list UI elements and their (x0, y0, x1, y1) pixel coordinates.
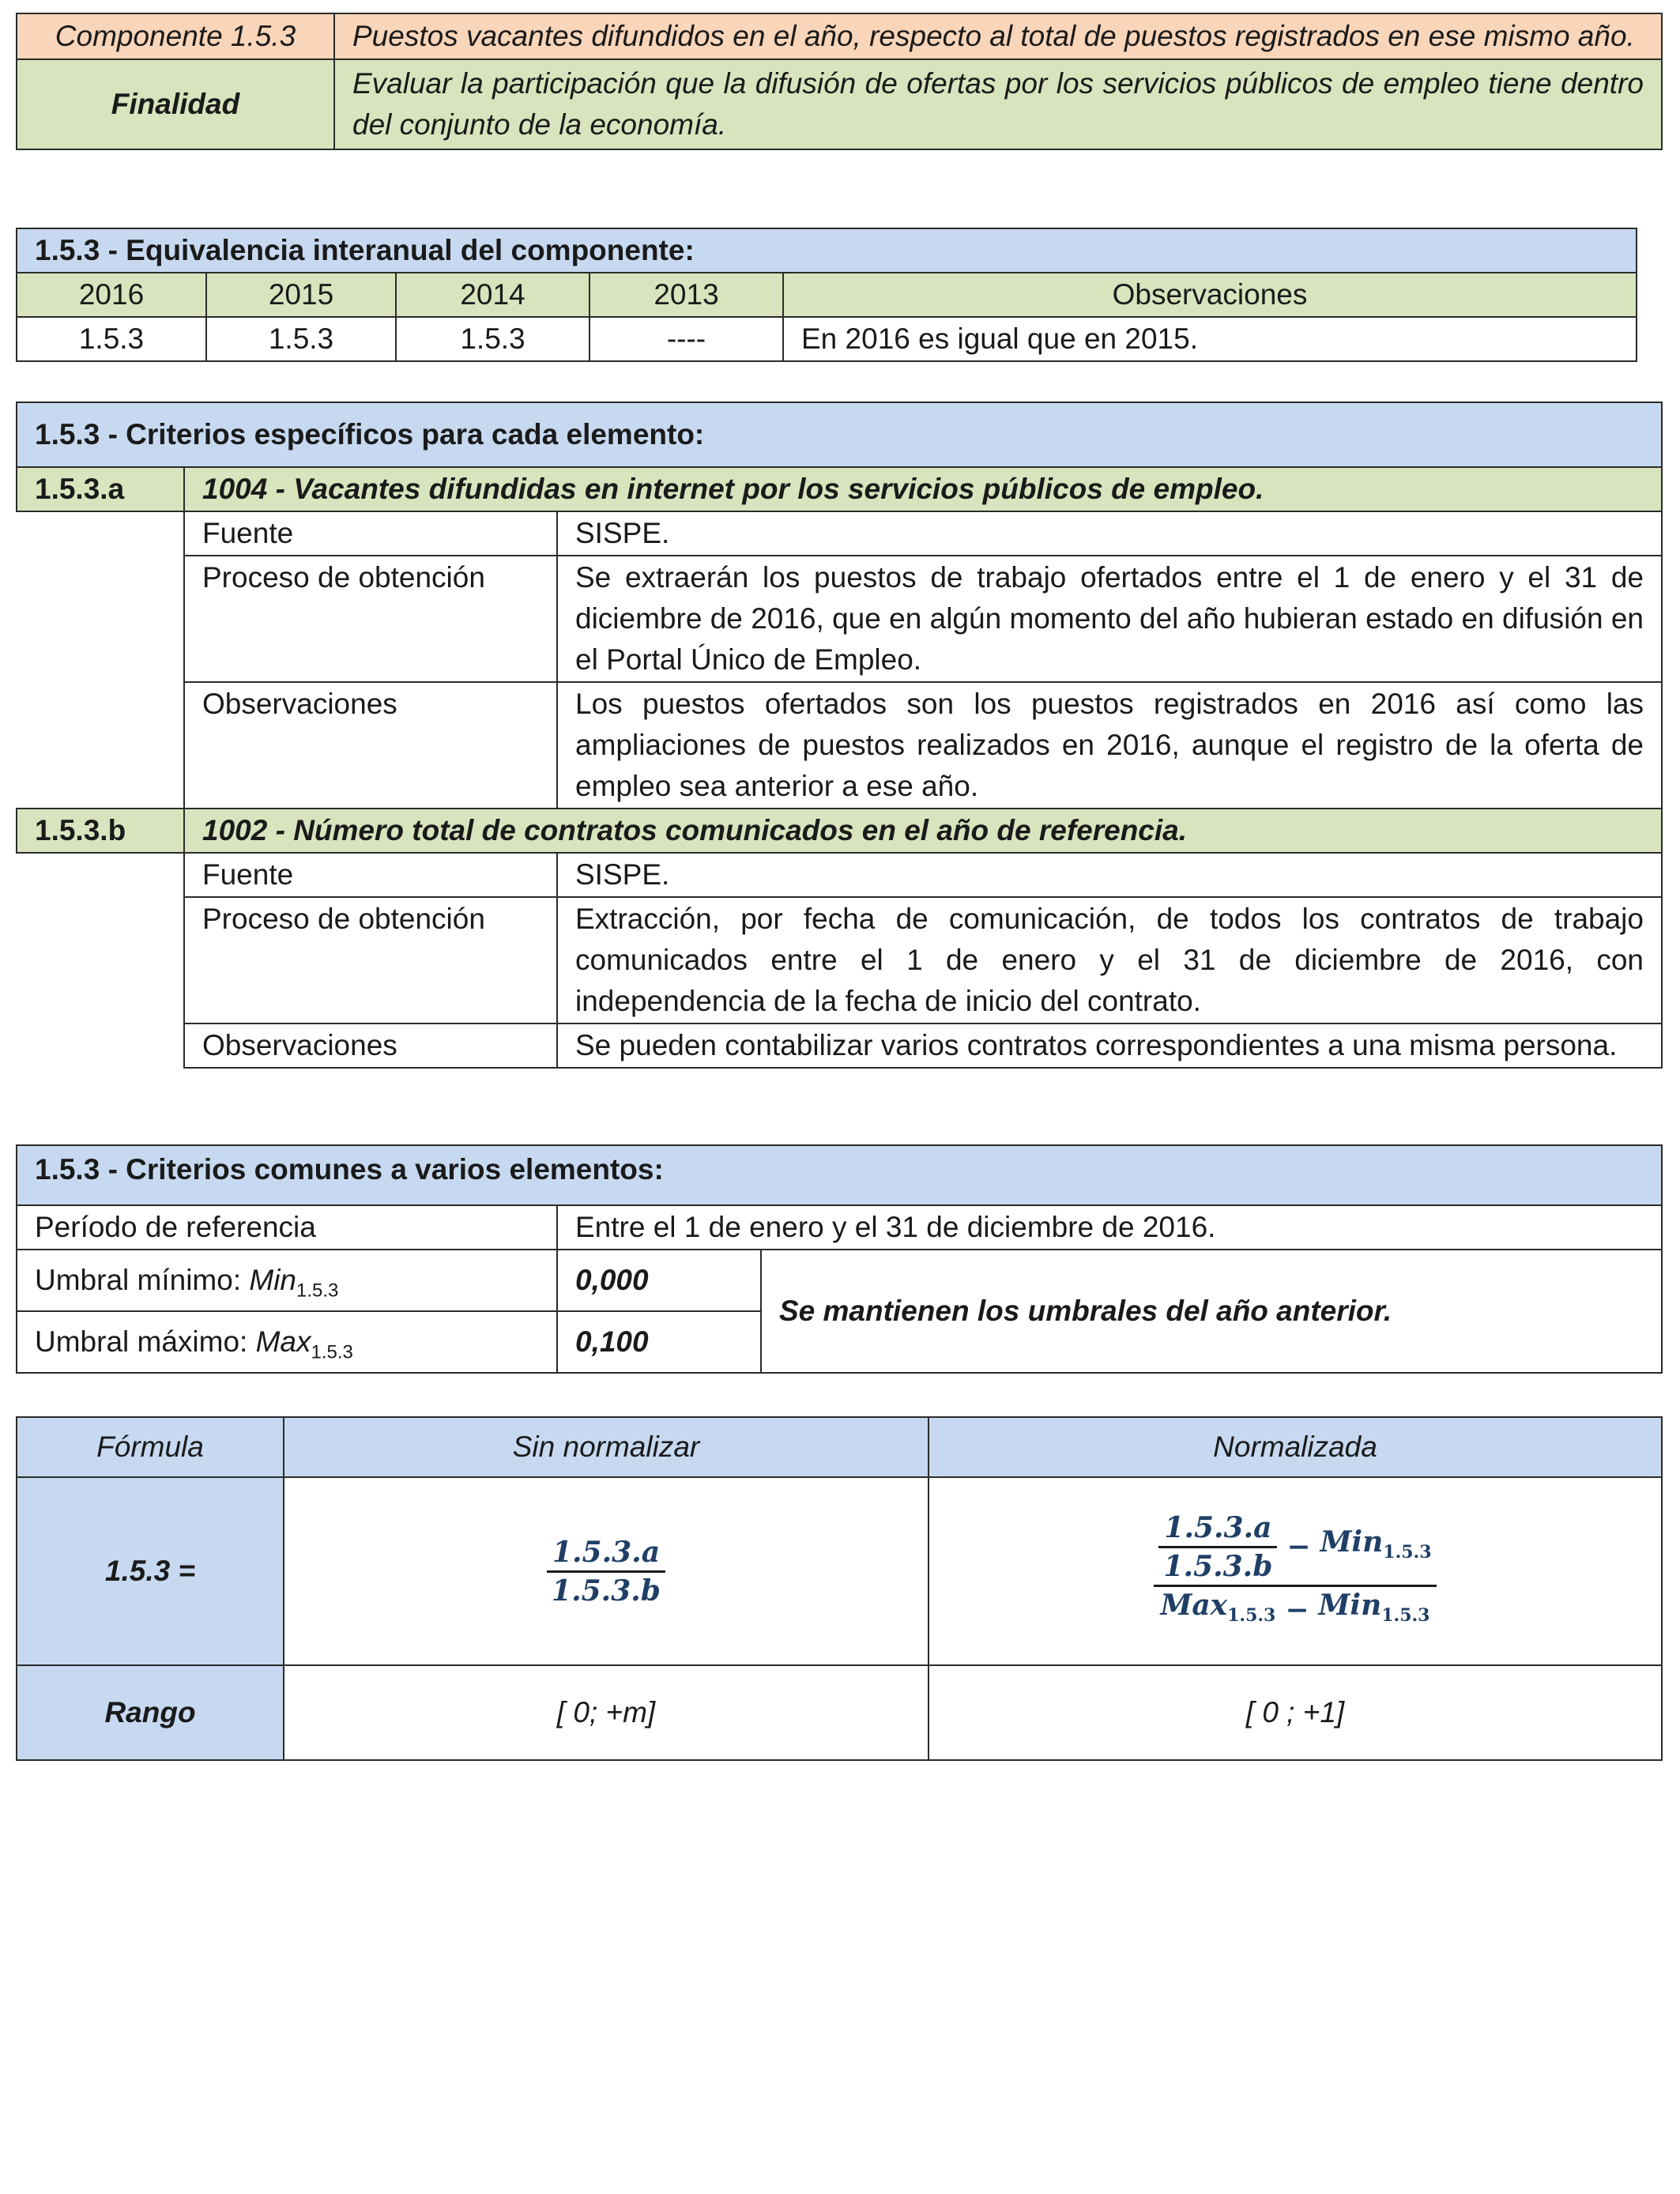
indent-spacer (17, 511, 184, 809)
element-code: 1.5.3.a (17, 467, 184, 511)
row-value: Se extraerán los puestos de trabajo ofertados entre el 1 de enero y el 31 de diciembre de 2016, que en algún momento del año hubieran estado en difusión en el Portal Único de Empleo. (557, 556, 1662, 682)
fraction (547, 1534, 665, 1609)
min-sub: 1.5.3 (1383, 1541, 1432, 1563)
umbral-max-var: Max (255, 1325, 311, 1358)
equivalencia-table (16, 228, 1637, 362)
periodo-value: Entre el 1 de enero y el 31 de diciembre de 2016. (557, 1205, 1662, 1250)
inner-denominator: 1.5.3.b (1163, 1549, 1273, 1583)
denominator: 1.5.3.b (552, 1574, 661, 1608)
column-header: 2014 (396, 273, 590, 317)
row-label: Proceso de obtención (184, 556, 557, 682)
numerator: 1.5.3.a (552, 1535, 661, 1569)
formula-table (16, 1416, 1663, 1761)
outer-denominator (1155, 1587, 1434, 1634)
outer-numerator (1154, 1510, 1436, 1585)
equivalencia-cell: 1.5.3 (206, 317, 396, 361)
column-header: 2016 (17, 273, 206, 317)
umbral-max-value: 0,100 (557, 1311, 761, 1373)
min-var: Min (1318, 1588, 1382, 1622)
min-term (1320, 1524, 1432, 1570)
finalidad-label: Finalidad (17, 59, 334, 149)
equivalencia-cell: 1.5.3 (396, 317, 590, 361)
umbral-max-text: Umbral máximo: (35, 1325, 256, 1358)
inner-numerator: 1.5.3.a (1164, 1510, 1272, 1544)
minus-sign: − (1285, 1593, 1309, 1627)
umbral-min-label (17, 1250, 557, 1311)
min-term (1319, 1587, 1430, 1634)
column-header: 2013 (590, 273, 783, 317)
column-header: 2015 (206, 273, 396, 317)
umbral-min-sub: 1.5.3 (296, 1280, 339, 1302)
row-value: Se pueden contabilizar varios contratos correspondientes a una misma persona. (557, 1023, 1662, 1068)
element-name: 1004 - Vacantes difundidas en internet por los servicios públicos de empleo. (184, 467, 1662, 511)
umbral-min-value: 0,000 (557, 1250, 761, 1311)
umbral-max-sub: 1.5.3 (311, 1341, 353, 1363)
row-label: Observaciones (184, 1023, 557, 1068)
max-term (1160, 1587, 1275, 1634)
umbral-max-label (17, 1311, 557, 1373)
row-label: Fuente (184, 853, 557, 897)
row-value: SISPE. (557, 511, 1662, 556)
finalidad-description: Evaluar la participación que la difusión de ofertas por los servicios públicos de empleo tiene dentro del conjunto de la economía. (334, 59, 1662, 149)
min-var: Min (1320, 1525, 1384, 1559)
formula-row-label: 1.5.3 = (17, 1477, 284, 1665)
componente-description: Puestos vacantes difundidos en el año, respecto al total de puestos registrados en ese mismo año. (334, 13, 1662, 59)
formula-header: Fórmula (17, 1417, 284, 1477)
indent-spacer (17, 853, 184, 1068)
row-value: Extracción, por fecha de comunicación, de todos los contratos de trabajo comunicados entre el 1 de enero y el 31 de diciembre de 2016, con independencia de la fecha de inicio del contrato. (557, 897, 1662, 1023)
normalizada-formula (929, 1477, 1662, 1665)
equivalencia-observaciones: En 2016 es igual que en 2015. (783, 317, 1637, 361)
element-name: 1002 - Número total de contratos comunicados en el año de referencia. (184, 809, 1662, 853)
equivalencia-cell: 1.5.3 (17, 317, 206, 361)
equivalencia-cell: ---- (590, 317, 783, 361)
umbral-min-var: Min (249, 1264, 297, 1296)
criterios-especificos-table (16, 401, 1663, 1069)
comunes-title: 1.5.3 - Criterios comunes a varios elementos: (17, 1145, 1662, 1205)
inner-fraction (1158, 1510, 1277, 1585)
rango-normalizada: [ 0 ; +1] (929, 1665, 1662, 1760)
rango-sin-normalizar: [ 0; +m] (284, 1665, 929, 1760)
min-sub: 1.5.3 (1381, 1604, 1430, 1626)
normalizada-header: Normalizada (929, 1417, 1662, 1477)
componente-label: Componente 1.5.3 (17, 13, 334, 59)
periodo-label: Período de referencia (17, 1205, 557, 1250)
criterios-comunes-table (16, 1144, 1663, 1374)
sin-normalizar-header: Sin normalizar (284, 1417, 929, 1477)
row-label: Proceso de obtención (184, 897, 557, 1023)
row-label: Fuente (184, 511, 557, 556)
outer-fraction (1154, 1510, 1436, 1634)
umbral-min-text: Umbral mínimo: (35, 1264, 250, 1296)
minus-sign: − (1286, 1530, 1311, 1563)
row-value: SISPE. (557, 853, 1662, 897)
column-header: Observaciones (783, 273, 1637, 317)
equivalencia-title: 1.5.3 - Equivalencia interanual del componente: (17, 228, 1637, 273)
max-var: Max (1160, 1588, 1228, 1622)
rango-label: Rango (17, 1665, 284, 1760)
row-label: Observaciones (184, 682, 557, 809)
max-sub: 1.5.3 (1227, 1604, 1276, 1626)
row-value: Los puestos ofertados son los puestos registrados en 2016 así como las ampliaciones de puestos realizados en 2016, aunque el registro de la oferta de empleo sea anterior a ese año. (557, 682, 1662, 809)
component-header-table (16, 13, 1663, 150)
element-code: 1.5.3.b (17, 809, 184, 853)
sin-normalizar-formula (284, 1477, 929, 1665)
umbral-note: Se mantienen los umbrales del año anterior. (761, 1250, 1662, 1373)
criterios-title: 1.5.3 - Criterios específicos para cada elemento: (17, 402, 1662, 467)
